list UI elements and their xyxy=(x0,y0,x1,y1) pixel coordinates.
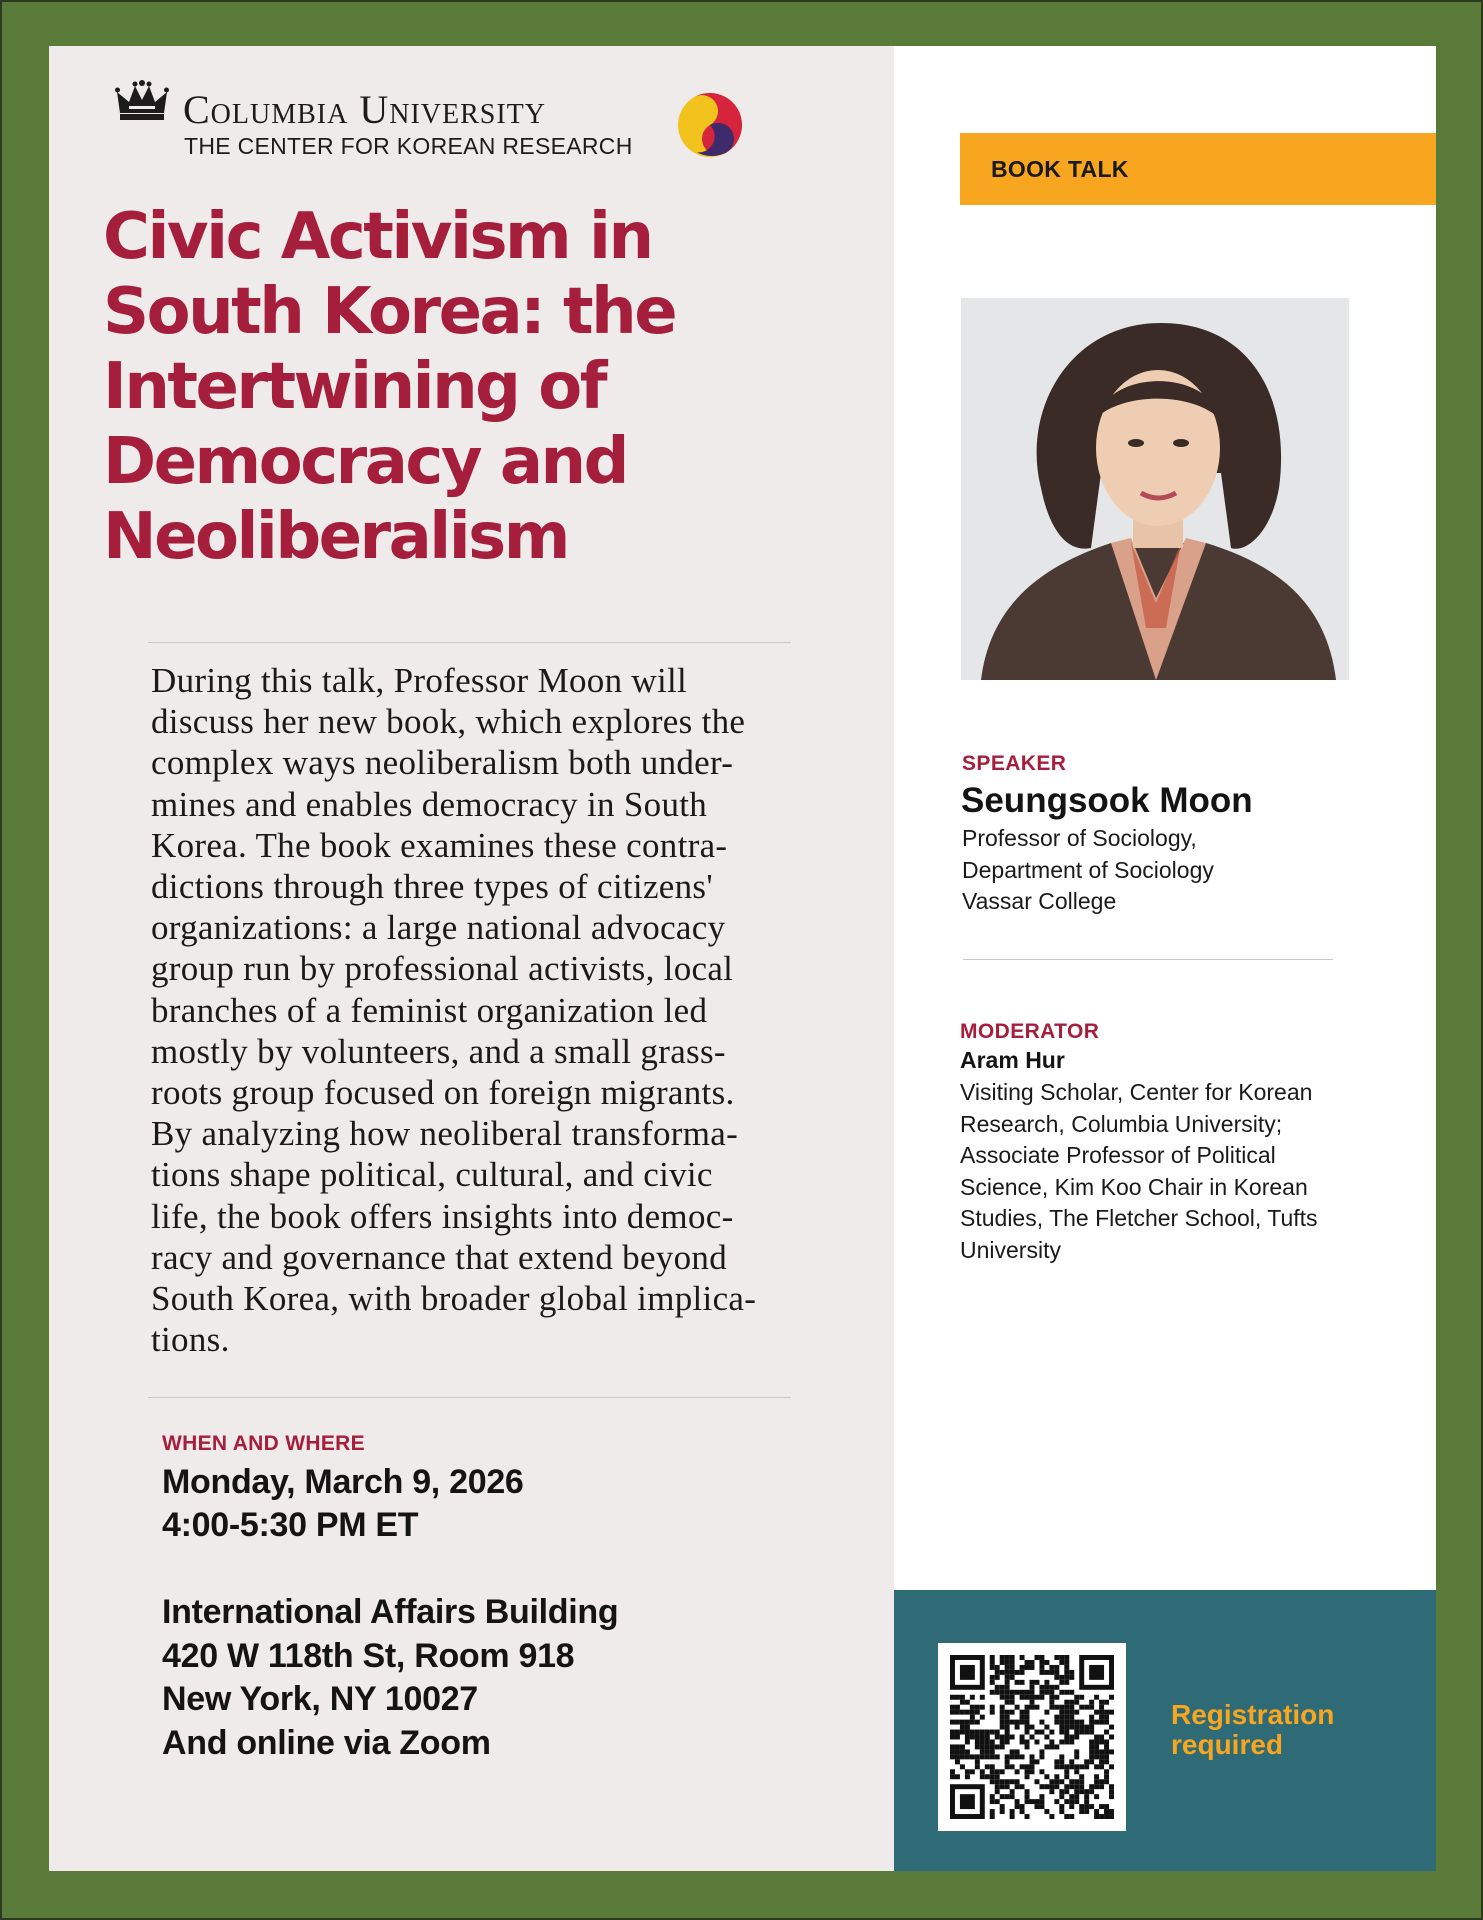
event-type-label: BOOK TALK xyxy=(991,155,1129,182)
moderator-affiliation: Visiting Scholar, Center for Korean Research, Columbia University; Associate Professor of Political Science, Kim Koo Chair in Korean Studies, The Fletcher School, Tufts University xyxy=(960,1079,1318,1263)
event-description: During this talk, Professor Moon will discuss her new book, which explores the complex ways neoliberalism both under- mines and enables democracy in South Korea. The book examines these contra- dictions through three types of citizens' organizations: a large national advocacy group run by professional activists, local branches of a feminist organization led mostly by volunteers, and a small grass- roots group focused on foreign migrants. By analyzing how neoliberal transforma- tions shape political, cultural, and civic life, the book offers insights into democ- racy and governance that extend beyond South Korea, with broader global implica- tions. xyxy=(151,661,757,1360)
speaker-divider xyxy=(963,959,1333,960)
when-where-label: WHEN AND WHERE xyxy=(162,1432,365,1455)
venue-address: 420 W 118th St, Room 918 xyxy=(162,1637,575,1675)
registration-note: Registration required xyxy=(1171,1699,1335,1760)
venue-city: New York, NY 10027 xyxy=(162,1680,478,1718)
moderator-label: MODERATOR xyxy=(960,1020,1100,1043)
event-date: Monday, March 9, 2026 xyxy=(162,1463,524,1501)
qr-code-icon[interactable] xyxy=(950,1655,1114,1819)
university-name: Columbia University xyxy=(183,87,546,132)
speaker-photo xyxy=(961,298,1349,680)
event-type-badge xyxy=(960,133,1436,205)
speaker-name: Seungsook Moon xyxy=(961,781,1253,820)
speaker-affiliation: Professor of Sociology, Department of Sociology Vassar College xyxy=(962,825,1214,914)
event-time: 4:00-5:30 PM ET xyxy=(162,1506,419,1544)
qr-code-box[interactable] xyxy=(938,1643,1126,1831)
center-name: THE CENTER FOR KOREAN RESEARCH xyxy=(184,133,633,159)
venue-building: International Affairs Building xyxy=(162,1593,619,1631)
title-divider xyxy=(148,642,791,643)
description-divider xyxy=(148,1397,791,1398)
crown-icon xyxy=(115,80,169,124)
speaker-label: SPEAKER xyxy=(962,752,1067,775)
online-note: And online via Zoom xyxy=(162,1724,491,1762)
taeguk-logo-icon xyxy=(677,92,743,158)
event-title: Civic Activism in South Korea: the Intertwining of Democracy and Neoliberalism xyxy=(103,200,676,574)
moderator-name: Aram Hur xyxy=(960,1047,1065,1073)
